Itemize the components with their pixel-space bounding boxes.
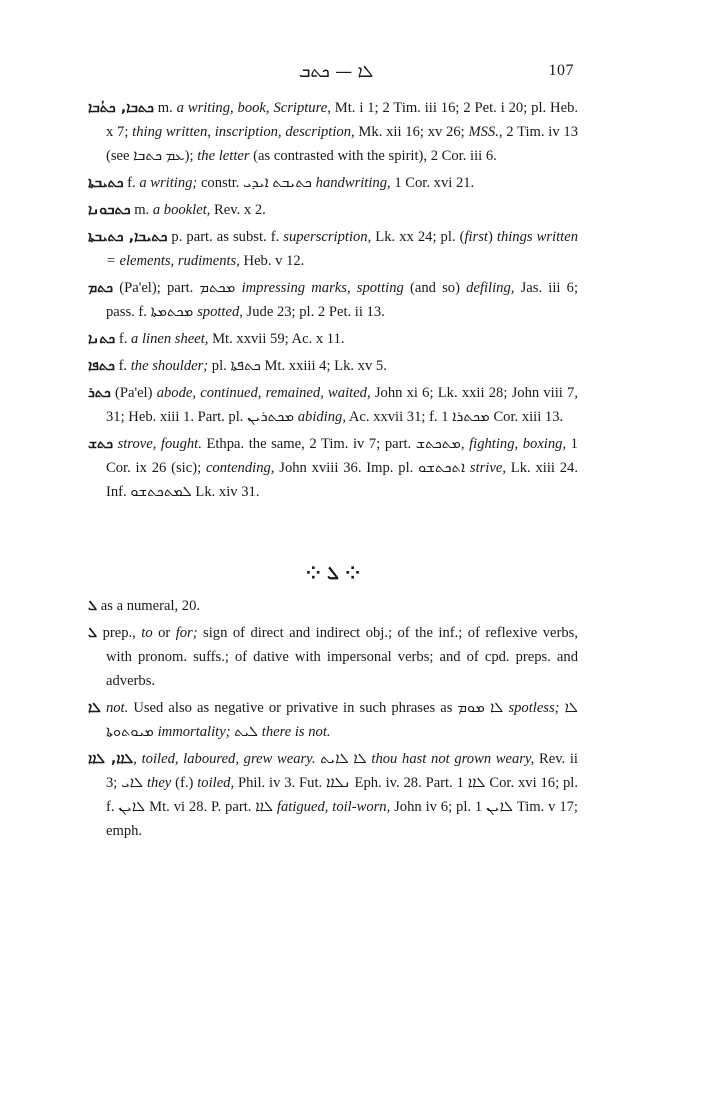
entry-text: m. <box>153 100 177 116</box>
gloss: to <box>141 625 153 641</box>
gloss: a writing, book, Scripture, <box>176 100 331 116</box>
gloss: abiding, <box>297 409 346 425</box>
entry-ktam <box>88 276 578 324</box>
headword: ܟܬܒܐ, ܟܬܳܒܐ <box>88 100 154 116</box>
entry-text: Lk. xiii 24. Inf. ܠܡܬܟܬܫܘ Lk. xiv 31. <box>106 460 578 500</box>
headword: ܠ <box>88 625 98 641</box>
entry-lamadh-prep <box>88 621 578 693</box>
gloss: toiled, laboured, grew weary. <box>141 751 316 767</box>
entry-text: (Pa'el) <box>110 385 157 401</box>
gloss: strove, fought. <box>117 436 202 452</box>
headword: ܟܬܝܒܐ, ܟܬܝܒܬܐ <box>88 229 168 245</box>
gloss: first <box>464 229 488 245</box>
entry-text: John xviii 36. Imp. pl. ܐܬܟܬܫܘ <box>274 460 470 476</box>
entry-text: Rev. ii 3; ܠܐܝ <box>106 751 578 791</box>
entry-ktibta <box>88 171 578 195</box>
entry-text: , <box>133 751 142 767</box>
gloss: toiled, <box>197 775 235 791</box>
headword: ܟܬܒܘܢܐ <box>88 202 131 218</box>
gloss: thou hast not grown weary, <box>371 751 535 767</box>
page-number: 107 <box>548 62 574 79</box>
gloss: fighting, boxing, <box>469 436 567 452</box>
entry-ktabuna <box>88 198 578 222</box>
entries-kaph <box>88 96 578 507</box>
entry-text: Mt. i 1; 2 Tim. iii 16; 2 Pet. i 20; pl. Heb. x 7; <box>106 100 579 140</box>
gloss: strive, <box>469 460 506 476</box>
entry-text: prep., <box>97 625 142 641</box>
gloss: fatigued, toil-worn, <box>276 799 391 815</box>
entry-text: f. <box>114 358 131 374</box>
gloss: superscription, <box>283 229 372 245</box>
entry-text: (f.) <box>171 775 198 791</box>
gloss: the letter <box>197 148 250 164</box>
entry-text: ) <box>487 229 497 245</box>
gloss: the shoulder; <box>130 358 209 374</box>
gloss: spotless; <box>508 700 560 716</box>
entry-text: constr. ܟܬܝܒܬ ܐܝܕܝ <box>197 175 316 191</box>
running-head: ܠܐ — ܟܬܒ <box>298 62 374 82</box>
gloss: defiling, <box>466 280 515 296</box>
entry-text: 2 Tim. iv 13 (see ܥܡ ܟܬܒܐ); <box>106 124 579 164</box>
gloss: they <box>146 775 172 791</box>
entry-text: Jude 23; pl. 2 Pet. ii 13. <box>242 304 385 320</box>
gloss: spotted, <box>197 304 243 320</box>
gloss: a writing; <box>139 175 198 191</box>
headword: ܟܬܡ <box>88 280 114 296</box>
entry-text: Rev. x 2. <box>210 202 266 218</box>
entry-text: 1 Cor. xvi 21. <box>390 175 475 191</box>
entry-text: (Pa'el); part. ܡܟܬܡ <box>113 280 242 296</box>
entry-text: Used also as negative or privative in such phrases as ܠܐ ܡܘܡ <box>128 700 509 716</box>
entry-text: Mt. xxvii 59; Ac. x 11. <box>208 331 345 347</box>
entry-text: (as contrasted with the spirit), 2 Cor. iii 6. <box>249 148 497 164</box>
headword: ܟܬܦܐ <box>88 358 115 374</box>
entry-katpa <box>88 354 578 378</box>
entry-text: sign of direct and indirect obj.; of the inf.; of reflexive verbs, with pronom. suffs.; of dative with impersonal verbs; and of cpd. preps. and adverbs. <box>106 625 578 689</box>
gloss: a booklet, <box>152 202 211 218</box>
gloss: there is not. <box>261 724 331 740</box>
entry-text: or <box>152 625 176 641</box>
headword: ܠܐ <box>88 700 101 716</box>
headword: ܠܐܐ, ܠܐܐ <box>88 751 134 767</box>
entry-ktana <box>88 327 578 351</box>
entry-text: f. <box>123 175 140 191</box>
entry-text: John xi 6; Lk. xxii 28; John viii 7, 31; Heb. xiii 1. Part. pl. ܡܟܬܪܝܢ <box>106 385 578 425</box>
gloss: abode, continued, remained, waited, <box>156 385 371 401</box>
entry-text: 1 Cor. ix 26 (sic); <box>106 436 578 476</box>
gloss: contending, <box>205 460 275 476</box>
headword: ܟܬܝܒܬܐ <box>88 175 124 191</box>
entry-text: p. part. as subst. f. <box>167 229 284 245</box>
entry-text: Jas. iii 6; pass. f. ܡܟܬܡܬܐ <box>106 280 578 320</box>
page-header <box>96 60 574 88</box>
gloss: impressing marks, spotting <box>241 280 404 296</box>
headword: ܟܬܪ <box>88 385 111 401</box>
entry-text: Ac. xxvii 31; f. ܡܟܬܪܐ 1 Cor. xiii 13. <box>345 409 564 425</box>
entry-text: as a numeral, 20. <box>97 598 201 614</box>
headword: ܟܬܢܐ <box>88 331 116 347</box>
entry-text: pl. ܟܬܦܬܐ Mt. xxiii 4; Lk. xv 5. <box>208 358 387 374</box>
gloss: immortality; <box>157 724 231 740</box>
entry-text: Heb. v 12. <box>239 253 305 269</box>
entry-text: (and so) <box>403 280 467 296</box>
entry-lamadh-numeral <box>88 594 578 618</box>
entry-ktash <box>88 432 578 504</box>
entry-text: John iv 6; pl. ܠܐܝܢ 1 Tim. v 17; emph. <box>106 799 578 839</box>
gloss: things written = elements, rudiments, <box>106 229 578 269</box>
entry-text: Ethpa. the same, 2 Tim. iv 7; part. ܡܬܟܬܫ, <box>201 436 470 452</box>
entry-text: ܠܐ ܠܐܝܬ <box>315 751 372 767</box>
entry-text: Mk. xii 16; xv 26; <box>354 124 469 140</box>
entry-text: Phil. iv 3. Fut. ܢܠܐܐ Eph. iv. 28. Part. ܠܐܐ 1 Cor. xvi 16; pl. f. ܠܐܝܢ Mt. vi 28. P. part. ܠܐܐ <box>106 775 578 815</box>
gloss: not. <box>105 700 129 716</box>
section-divider: ⁘ ܠ ⁘ <box>305 563 361 584</box>
entries-lamadh <box>88 594 578 846</box>
entry-ktiba <box>88 225 578 273</box>
entry-ktar <box>88 381 578 429</box>
entry-text: f. <box>115 331 132 347</box>
entry-text: ܠܝܬ <box>230 724 262 740</box>
gloss: a linen sheet, <box>131 331 209 347</box>
gloss: for; <box>175 625 198 641</box>
headword: ܠ <box>88 598 98 614</box>
entry-text: Lk. xx 24; pl. ( <box>371 229 465 245</box>
entry-ktaba <box>88 96 578 168</box>
entry-le <box>88 747 578 843</box>
gloss: MSS., <box>468 124 503 140</box>
entry-text: ܠܐ ܡܝܘܬܘܬܐ <box>106 700 578 740</box>
entry-text: m. <box>130 202 153 218</box>
entry-la <box>88 696 578 744</box>
gloss: thing written, inscription, description, <box>132 124 355 140</box>
gloss: handwriting, <box>315 175 391 191</box>
headword: ܟܬܫ <box>88 436 113 452</box>
